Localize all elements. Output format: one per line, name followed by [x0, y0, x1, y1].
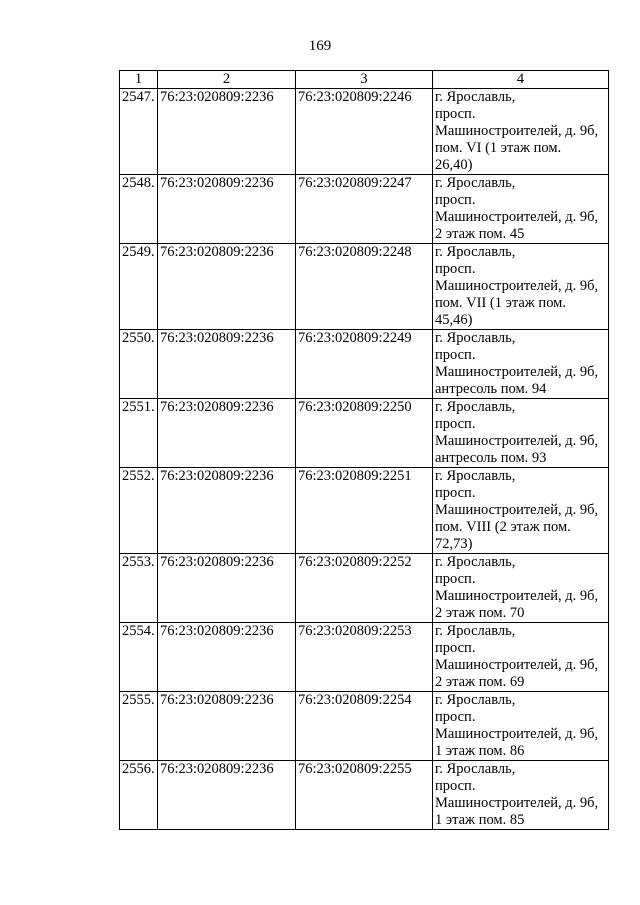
address-cell: [433, 399, 609, 468]
header-col-2: 2: [158, 71, 296, 89]
table-row: [120, 175, 609, 244]
address-line: г. Ярославль,: [435, 554, 516, 570]
address-line: г. Ярославль,: [435, 692, 516, 708]
row-number-cell: 2556.: [120, 761, 158, 830]
address-line: Машиностроителей, д. 9б,: [435, 795, 599, 811]
address-line: 2 этаж пом. 70: [435, 605, 525, 621]
address-line: пом. VII (1 этаж пом.: [435, 295, 566, 311]
address-line: просп.: [435, 261, 476, 277]
row-number-cell: 2555.: [120, 692, 158, 761]
address-line: Машиностроителей, д. 9б,: [435, 588, 599, 604]
address-line: просп.: [435, 192, 476, 208]
address-line: пом. VI (1 этаж пом.: [435, 140, 562, 156]
address-line: просп.: [435, 709, 476, 725]
address-line: просп.: [435, 778, 476, 794]
address-line: 72,73): [435, 536, 473, 552]
row-number-cell: 2551.: [120, 399, 158, 468]
address-line: Машиностроителей, д. 9б,: [435, 726, 599, 742]
header-row: [120, 71, 609, 89]
row-number-cell: 2550.: [120, 330, 158, 399]
address-line: Машиностроителей, д. 9б,: [435, 657, 599, 673]
header-col-4: 4: [433, 71, 609, 89]
address-line: 2 этаж пом. 45: [435, 226, 525, 242]
address-cell: [433, 692, 609, 761]
address-cell: [433, 244, 609, 330]
address-line: просп.: [435, 106, 476, 122]
parent-cadastral-number-cell: 76:23:020809:2236: [158, 554, 296, 623]
address-line: Машиностроителей, д. 9б,: [435, 502, 599, 518]
cadastral-number-cell: 76:23:020809:2254: [296, 692, 433, 761]
address-line: просп.: [435, 416, 476, 432]
cadastral-number-cell: 76:23:020809:2248: [296, 244, 433, 330]
address-line: Машиностроителей, д. 9б,: [435, 209, 599, 225]
parent-cadastral-number-cell: 76:23:020809:2236: [158, 244, 296, 330]
table-row: [120, 692, 609, 761]
row-number-cell: 2553.: [120, 554, 158, 623]
table-body: [120, 89, 609, 830]
cadastral-number-cell: 76:23:020809:2249: [296, 330, 433, 399]
address-line: 45,46): [435, 312, 473, 328]
address-cell: [433, 175, 609, 244]
address-line: антресоль пом. 93: [435, 450, 547, 466]
cadastral-number-cell: 76:23:020809:2253: [296, 623, 433, 692]
address-line: г. Ярославль,: [435, 330, 516, 346]
address-line: 1 этаж пом. 85: [435, 812, 525, 828]
table-row: [120, 399, 609, 468]
address-cell: [433, 554, 609, 623]
header-col-3: 3: [296, 71, 433, 89]
address-line: г. Ярославль,: [435, 399, 516, 415]
address-line: Машиностроителей, д. 9б,: [435, 123, 599, 139]
address-line: г. Ярославль,: [435, 468, 516, 484]
parent-cadastral-number-cell: 76:23:020809:2236: [158, 623, 296, 692]
parent-cadastral-number-cell: 76:23:020809:2236: [158, 399, 296, 468]
row-number-cell: 2549.: [120, 244, 158, 330]
table-row: [120, 468, 609, 554]
parent-cadastral-number-cell: 76:23:020809:2236: [158, 468, 296, 554]
address-line: просп.: [435, 640, 476, 656]
row-number-cell: 2554.: [120, 623, 158, 692]
page-number: 169: [308, 38, 332, 54]
address-line: просп.: [435, 485, 476, 501]
table-row: [120, 623, 609, 692]
cadastral-number-cell: 76:23:020809:2255: [296, 761, 433, 830]
address-line: Машиностроителей, д. 9б,: [435, 433, 599, 449]
address-line: г. Ярославль,: [435, 761, 516, 777]
address-line: 1 этаж пом. 86: [435, 743, 525, 759]
address-cell: [433, 468, 609, 554]
row-number-cell: 2547.: [120, 89, 158, 175]
parent-cadastral-number-cell: 76:23:020809:2236: [158, 89, 296, 175]
address-line: 2 этаж пом. 69: [435, 674, 525, 690]
address-line: антресоль пом. 94: [435, 381, 547, 397]
address-cell: [433, 89, 609, 175]
parent-cadastral-number-cell: 76:23:020809:2236: [158, 330, 296, 399]
cadastral-number-cell: 76:23:020809:2251: [296, 468, 433, 554]
row-number-cell: 2552.: [120, 468, 158, 554]
cadastral-number-cell: 76:23:020809:2250: [296, 399, 433, 468]
cadastral-number-cell: 76:23:020809:2247: [296, 175, 433, 244]
parent-cadastral-number-cell: 76:23:020809:2236: [158, 692, 296, 761]
table-row: [120, 89, 609, 175]
registry-table: [119, 70, 609, 830]
address-line: г. Ярославль,: [435, 89, 516, 105]
address-line: г. Ярославль,: [435, 623, 516, 639]
cadastral-number-cell: 76:23:020809:2252: [296, 554, 433, 623]
table-row: [120, 554, 609, 623]
table-row: [120, 761, 609, 830]
parent-cadastral-number-cell: 76:23:020809:2236: [158, 175, 296, 244]
address-line: просп.: [435, 347, 476, 363]
address-line: Машиностроителей, д. 9б,: [435, 364, 599, 380]
address-line: г. Ярославль,: [435, 175, 516, 191]
cadastral-number-cell: 76:23:020809:2246: [296, 89, 433, 175]
address-line: просп.: [435, 571, 476, 587]
table-row: [120, 330, 609, 399]
address-line: пом. VIII (2 этаж пом.: [435, 519, 571, 535]
address-cell: [433, 623, 609, 692]
parent-cadastral-number-cell: 76:23:020809:2236: [158, 761, 296, 830]
header-col-1: 1: [120, 71, 158, 89]
row-number-cell: 2548.: [120, 175, 158, 244]
address-line: 26,40): [435, 157, 473, 173]
address-cell: [433, 761, 609, 830]
address-line: Машиностроителей, д. 9б,: [435, 278, 599, 294]
table-row: [120, 244, 609, 330]
address-cell: [433, 330, 609, 399]
address-line: г. Ярославль,: [435, 244, 516, 260]
